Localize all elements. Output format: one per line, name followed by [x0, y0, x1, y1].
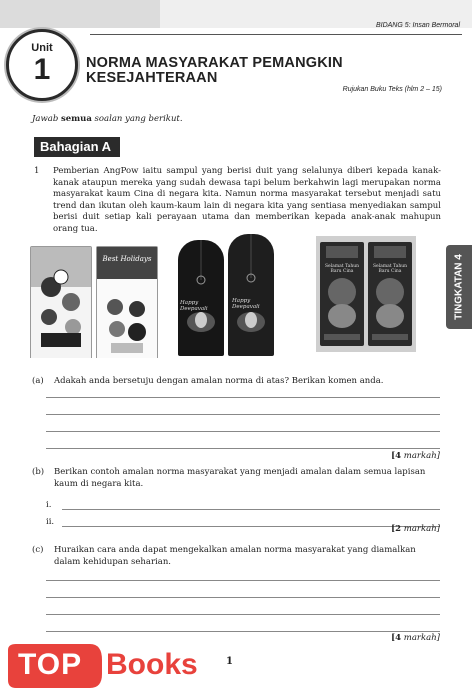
- page-number: 1: [226, 656, 233, 667]
- unit-badge: [6, 29, 78, 101]
- angpow-envelope-3: [178, 240, 224, 356]
- instruction-pre: Jawab: [32, 114, 59, 124]
- part-a-label: (a): [32, 376, 44, 386]
- angpow-envelope-5-text: Selamat Tahun Baru Cina: [324, 264, 360, 274]
- answer-line-a1[interactable]: [46, 397, 440, 398]
- textbook-reference: Rujukan Buku Teks (hlm 2 – 15): [342, 86, 442, 93]
- part-b-text: Berikan contoh amalan norma masyarakat yang menjadi amalan dalam semua lapisan kaum di negara kita.: [54, 467, 426, 489]
- answer-line-c3[interactable]: [46, 614, 440, 615]
- logo-books-text: Books: [106, 648, 198, 681]
- part-c-marks: [391, 633, 440, 643]
- bidang-label: BIDANG 5: Insan Bermoral: [375, 22, 460, 29]
- section-title: Bahagian A: [34, 137, 120, 157]
- part-c-text: Huraikan cara anda dapat mengekalkan amalan norma masyarakat yang diamalkan dalam kehidupan seharian.: [54, 545, 416, 567]
- answer-line-b2[interactable]: [62, 526, 440, 527]
- part-c-label: (c): [32, 545, 44, 555]
- answer-line-b1[interactable]: [62, 509, 440, 510]
- logo-top-text: TOP: [18, 648, 83, 681]
- unit-title-line2: KESEJAHTERAAN: [86, 70, 218, 86]
- part-b-label: (b): [32, 467, 45, 477]
- question-text: Pemberian AngPow iaitu sampul yang berisi duit yang selalunya diberi kepada kanak-kanak ataupun mereka yang sudah dewasa tapi belum berkahwin lagi merupakan norma masyarakat kaum Cina di negara kita. Namun norma masyarakat tersebut menjadi satu trend dan ikutan oleh kaum-kaum lain di negara kita yang sentiasa menyediakan sampul berisi duit setiap kali perayaan utama dan memberikan kepada anak-anak mahupun orang tua.: [53, 166, 441, 234]
- answer-line-a2[interactable]: [46, 414, 440, 415]
- part-c-marks-word: markah]: [403, 633, 440, 643]
- angpow-image-deepavali: [176, 234, 276, 360]
- side-tab-label-wrap: [446, 245, 472, 329]
- topbooks-logo: [4, 640, 209, 692]
- part-b-marks: [391, 524, 440, 534]
- unit-label: Unit: [31, 42, 53, 54]
- side-tab-label: TINGKATAN 4: [453, 254, 465, 320]
- answer-line-c4[interactable]: [46, 631, 440, 632]
- part-b-item-2: ii.: [46, 517, 55, 527]
- angpow-envelope-5: [320, 242, 364, 346]
- instruction-bold: semua: [60, 114, 92, 124]
- question-number: 1: [34, 166, 40, 176]
- part-a-marks-word: markah]: [403, 451, 440, 461]
- angpow-image-cartoon: [30, 240, 158, 358]
- part-a-marks-num: [4: [391, 451, 402, 461]
- instruction-post: soalan yang berikut.: [94, 114, 183, 124]
- angpow-envelope-4-text: Happy Deepavali: [232, 298, 260, 310]
- answer-line-a4[interactable]: [46, 448, 440, 449]
- part-b-marks-num: [2: [391, 524, 402, 534]
- unit-title-line1: NORMA MASYARAKAT PEMANGKIN: [86, 55, 343, 71]
- angpow-envelope-2: [96, 246, 158, 358]
- unit-title: [86, 56, 386, 86]
- unit-number: 1: [33, 53, 51, 86]
- angpow-image-cny: [316, 236, 416, 352]
- angpow-envelope-2-caption: Best Holidays: [102, 255, 152, 263]
- part-b-item-1: i.: [46, 500, 52, 510]
- part-b-marks-word: markah]: [403, 524, 440, 534]
- part-c-marks-num: [4: [391, 633, 402, 643]
- answer-line-a3[interactable]: [46, 431, 440, 432]
- header-rule: [90, 34, 462, 35]
- angpow-envelope-4: [228, 234, 274, 356]
- instruction: [32, 114, 183, 124]
- angpow-envelope-6-text: Selamat Tahun Baru Cina: [372, 264, 408, 274]
- answer-line-c2[interactable]: [46, 597, 440, 598]
- part-a-marks: [391, 451, 440, 461]
- part-a-text: Adakah anda bersetuju dengan amalan norma di atas? Berikan komen anda.: [54, 376, 384, 386]
- answer-line-c1[interactable]: [46, 580, 440, 581]
- angpow-envelope-6: [368, 242, 412, 346]
- angpow-envelope-3-text: Happy Deepavali: [180, 300, 208, 312]
- angpow-envelope-1: [30, 246, 92, 358]
